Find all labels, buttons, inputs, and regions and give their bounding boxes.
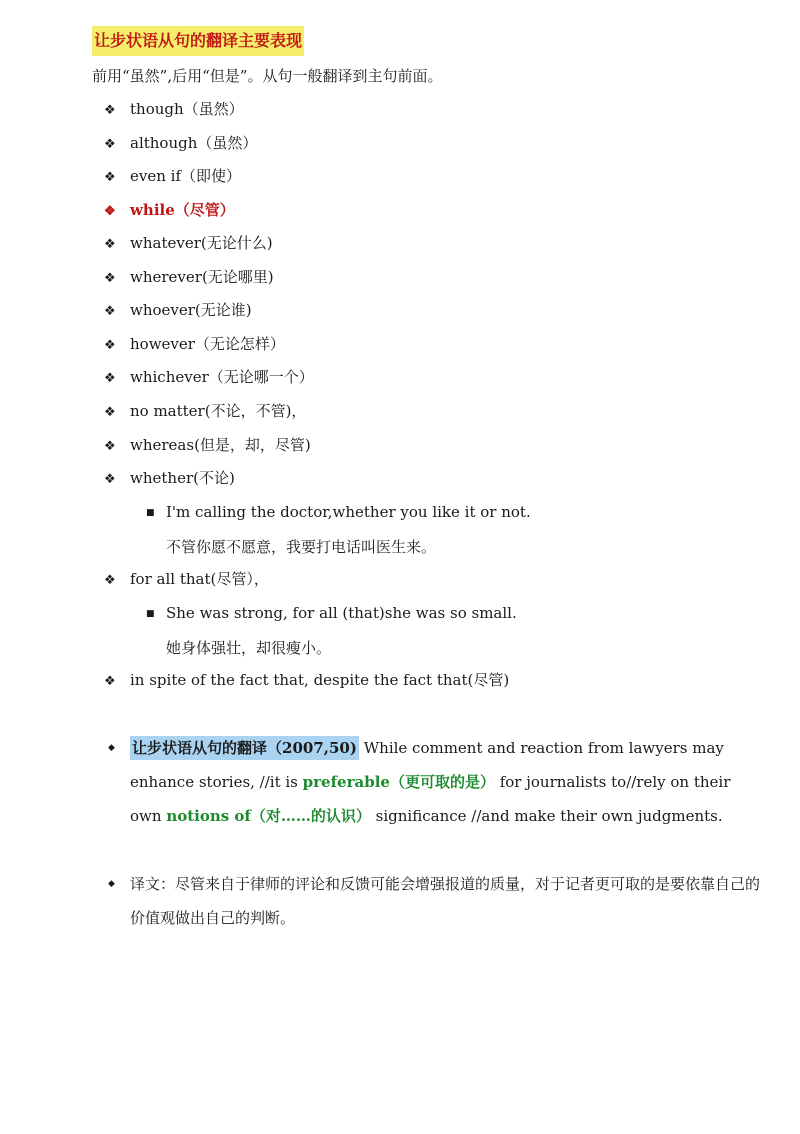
diamond-bullet-icon: ❖ bbox=[104, 472, 116, 487]
list-item-though: ❖ though（虽然） bbox=[104, 98, 244, 120]
list-item-for-all-that: ❖ for all that(尽管）， bbox=[104, 568, 269, 590]
vocab-notions-of: notions of（对……的认识） bbox=[166, 807, 371, 825]
example-sentence-for-all-that: ■ She was strong, for all (that)she was so small. bbox=[146, 602, 517, 624]
diamond-bullet-icon: ❖ bbox=[104, 439, 116, 454]
square-bullet-icon: ■ bbox=[146, 508, 155, 518]
diamond-bullet-icon: ❖ bbox=[104, 338, 116, 353]
diamond-bullet-icon: ◆ bbox=[108, 879, 115, 889]
list-item-whether: ❖ whether(不论) bbox=[104, 467, 235, 489]
diamond-bullet-icon: ❖ bbox=[104, 573, 116, 588]
example-translation-whether: 不管你愿不愿意，我要打电话叫医生来。 bbox=[166, 538, 437, 556]
example-sentence-whether: ■ I'm calling the doctor,whether you like it or not. bbox=[146, 501, 531, 523]
page-title: 让步状语从句的翻译主要表现 bbox=[92, 26, 304, 56]
translation-text: 译文：尽管来自于律师的评论和反馈可能会增强报道的质量，对于记者更可取的是要依靠自己的价值观做出自己的判断。 bbox=[130, 875, 761, 927]
list-item-wherever: ❖ wherever(无论哪里) bbox=[104, 266, 274, 288]
diamond-bullet-icon: ❖ bbox=[104, 271, 116, 286]
diamond-bullet-icon: ❖ bbox=[104, 674, 116, 689]
diamond-bullet-icon: ❖ bbox=[104, 170, 116, 185]
diamond-bullet-icon: ❖ bbox=[104, 304, 116, 319]
list-item-whoever: ❖ whoever(无论谁) bbox=[104, 299, 252, 321]
diamond-bullet-icon: ❖ bbox=[104, 371, 116, 386]
diamond-bullet-icon: ❖ bbox=[104, 237, 116, 252]
list-item-whatever: ❖ whatever(无论什么) bbox=[104, 232, 273, 254]
translation-block bbox=[108, 867, 761, 935]
diamond-bullet-icon: ❖ bbox=[104, 405, 116, 420]
passage-text: 让步状语从句的翻译（2007,50) While comment and reaction from lawyers may enhance stories, //it is preferable（更可取的是） for journalists to//rely on their own notions of（对……的认识） significance //and make their own judgments. bbox=[130, 731, 760, 833]
diamond-bullet-icon: ❖ bbox=[104, 103, 116, 118]
diamond-bullet-icon: ❖ bbox=[104, 204, 116, 219]
square-bullet-icon: ■ bbox=[146, 609, 155, 619]
list-item-no-matter: ❖ no matter(不论，不管)， bbox=[104, 400, 306, 422]
list-item-although: ❖ although（虽然） bbox=[104, 132, 257, 154]
example-passage bbox=[108, 731, 758, 867]
list-item-whereas: ❖ whereas(但是，却，尽管) bbox=[104, 434, 311, 456]
list-item-while: ❖ while（尽管） bbox=[104, 199, 235, 221]
diamond-bullet-icon: ❖ bbox=[104, 137, 116, 152]
list-item-whichever: ❖ whichever（无论哪一个） bbox=[104, 366, 314, 388]
diamond-bullet-icon: ◆ bbox=[108, 743, 115, 753]
passage-label: 让步状语从句的翻译（2007,50) bbox=[130, 736, 359, 760]
example-translation-for-all-that: 她身体强壮，却很瘦小。 bbox=[166, 639, 332, 657]
vocab-preferable: preferable（更可取的是） bbox=[302, 773, 495, 791]
list-item-however: ❖ however（无论怎样） bbox=[104, 333, 285, 355]
list-item-in-spite-of: ❖ in spite of the fact that, despite the fact that(尽管) bbox=[104, 669, 509, 691]
list-item-even-if: ❖ even if（即使） bbox=[104, 165, 241, 187]
intro-line: 前用“虽然”,后用“但是”。从句一般翻译到主句前面。 bbox=[92, 67, 443, 85]
